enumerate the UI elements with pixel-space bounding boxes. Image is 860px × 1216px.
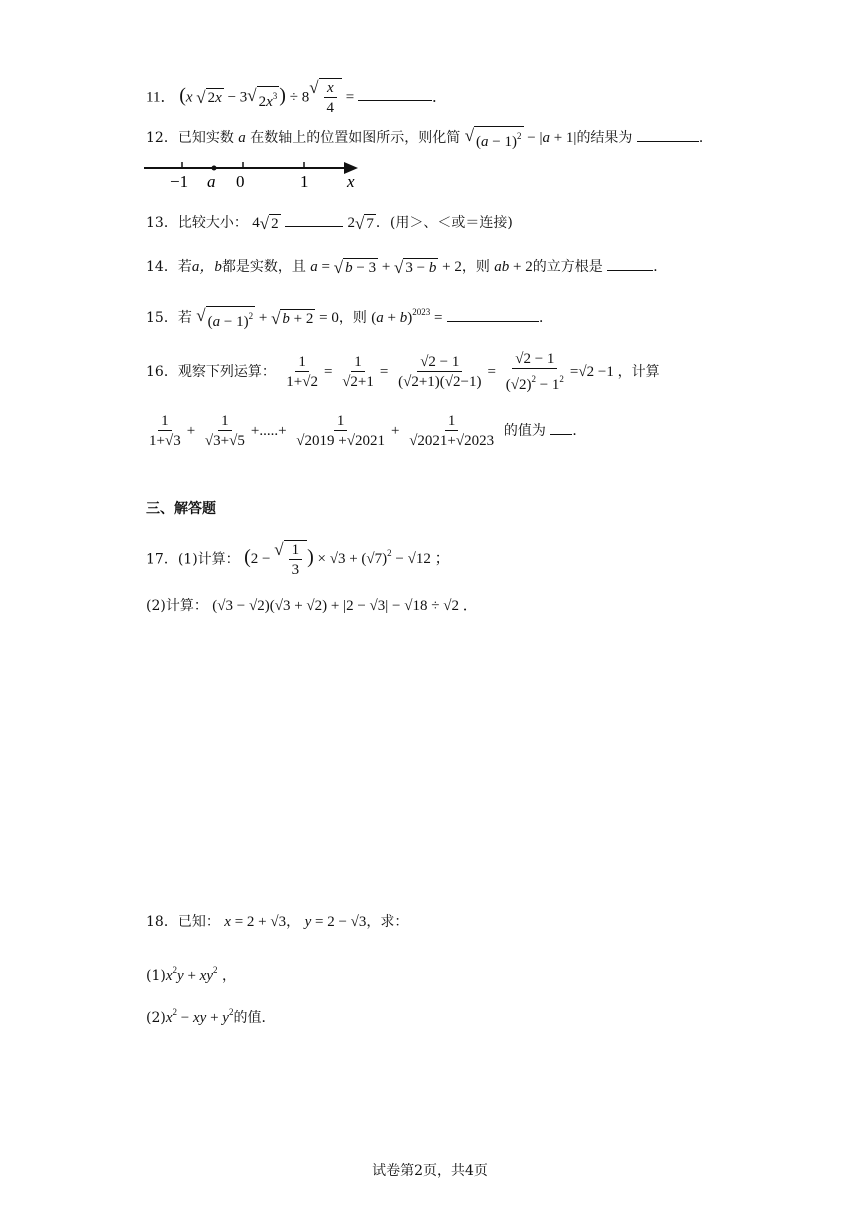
answer-blank <box>607 256 653 271</box>
question-16-sum: $\frac{1}{1+√3}$ + $\frac{1}{√3+√5}$ +.....+ $\frac{1}{√2019 +√2021}$ + $\frac{1}{√2021+√2023}$ 的值为 ． <box>149 413 587 449</box>
answer-blank <box>358 86 432 101</box>
page-footer: 试卷第2页，共4页 <box>372 1163 488 1179</box>
answer-blank <box>447 307 539 322</box>
tick-label-1: 1 <box>300 172 309 190</box>
question-18: 18．已知： x = 2 + √3， y = 2 − √3，求： <box>146 914 409 930</box>
question-11: 11． (x √ 2x − 3 √ $2x^3$ ) ÷ 8 √ $\frac{x}{4}$ = ． <box>146 78 448 116</box>
question-12: 12．已知实数 a 在数轴上的位置如图所示，则化简 √ $(a - 1)^2$ − |a + 1|的结果为 ． <box>146 126 713 150</box>
question-14: 14．若a，b都是实数，且 a = √ b − 3 + √ 3 − b + 2，则 ab + 2的立方根是 ． <box>146 257 668 277</box>
question-18-part1: $(1)x^2y + xy^2$ ， <box>146 965 236 984</box>
number-line <box>144 158 366 190</box>
question-17-part1: 17．(1)计算： (2 − √ $\frac{1}{3}$ ) × $√3 + (√7)^2 - √12$ ； <box>146 540 450 578</box>
question-17-part2: (2)计算： (√3 − √2)(√3 + √2) + |2 − √3| − √18 ÷ √2 ． <box>146 598 478 614</box>
answer-blank <box>285 212 343 227</box>
question-16: 16．观察下列运算： $\frac{1}{1+√2}$ = $\frac{1}{√2+1}$ = $\frac{√2 - 1}{(√2+1)(√2-1)}$ = $\frac{√2 - 1}{(√2)^2 - 1^2}$ =√2 −1 ，计算 <box>146 351 660 393</box>
point-label-a: a <box>207 172 216 190</box>
question-18-part2: $(2)x^2$ − xy + $y^2$的值． <box>146 1007 276 1026</box>
question-15: 15．若 √ $(a - 1)^2$ + √ b + 2 = 0，则 $(a + b)^{2023}$ = ． <box>146 306 553 331</box>
question-13: 13．比较大小： 4 √ 2 2 √ 7 ．(用＞、＜或＝连接) <box>146 213 513 233</box>
axis-label-x: x <box>347 172 355 190</box>
answer-blank <box>637 127 699 142</box>
question-number: 11． <box>146 89 176 106</box>
tick-label-neg1: −1 <box>170 172 189 190</box>
section-title: 三、解答题 <box>146 501 216 517</box>
answer-blank <box>550 420 572 435</box>
tick-label-0: 0 <box>236 172 245 190</box>
